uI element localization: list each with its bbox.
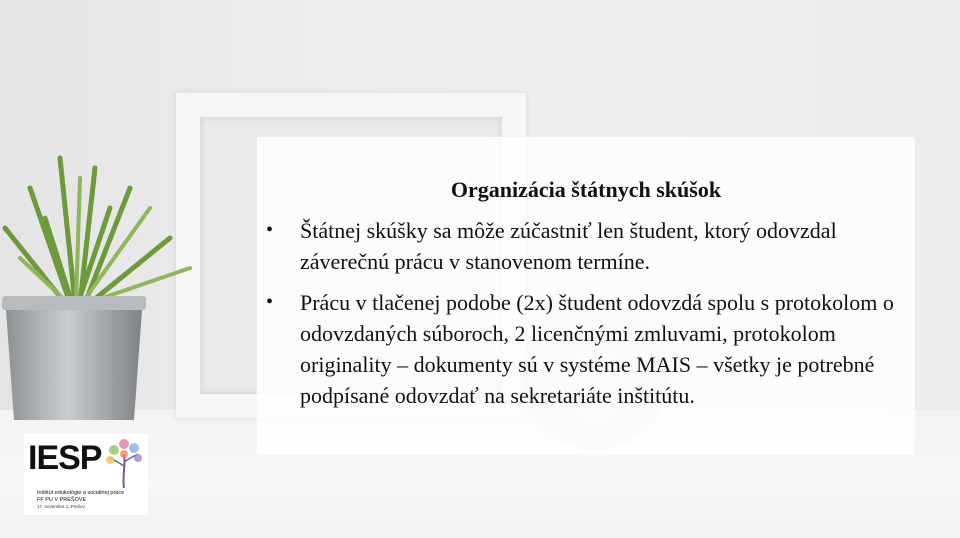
flower-pot-image [0,296,148,422]
content-panel [257,137,915,455]
logo-address: 17. novembra 1, Prešov [37,504,85,509]
plant-leaves-image [0,148,200,308]
bullet-text: Prácu v tlačenej podobe (2x) študent odovzdá spolu s protokolom o odovzdaných súboroch, 2 licenčnými zmluvami, protokolom originality – dokumenty sú v systéme MAIS – všetky je potrebné podpísané odovzdať na sekretariáte inštitútu. [300,290,894,408]
logo-faculty: FF PU V PREŠOVE [37,497,87,503]
logo-mark: IESP [28,439,102,477]
bullet-point-icon: • [266,219,274,241]
slide-title: Organizácia štátnych skúšok [450,177,722,202]
tree-logo-icon [104,436,144,488]
bullet-item [257,287,897,411]
bullet-item [257,215,897,277]
bullet-text: Štátnej skúšky sa môže zúčastniť len študent, ktorý odovzdal záverečnú prácu v stanovenom termíne. [300,218,837,274]
institute-logo [24,434,148,515]
bullet-list [257,215,897,421]
bullet-point-icon: • [266,291,274,313]
logo-institute-name: Inštitút edukológie a sociálnej práce [37,490,125,496]
